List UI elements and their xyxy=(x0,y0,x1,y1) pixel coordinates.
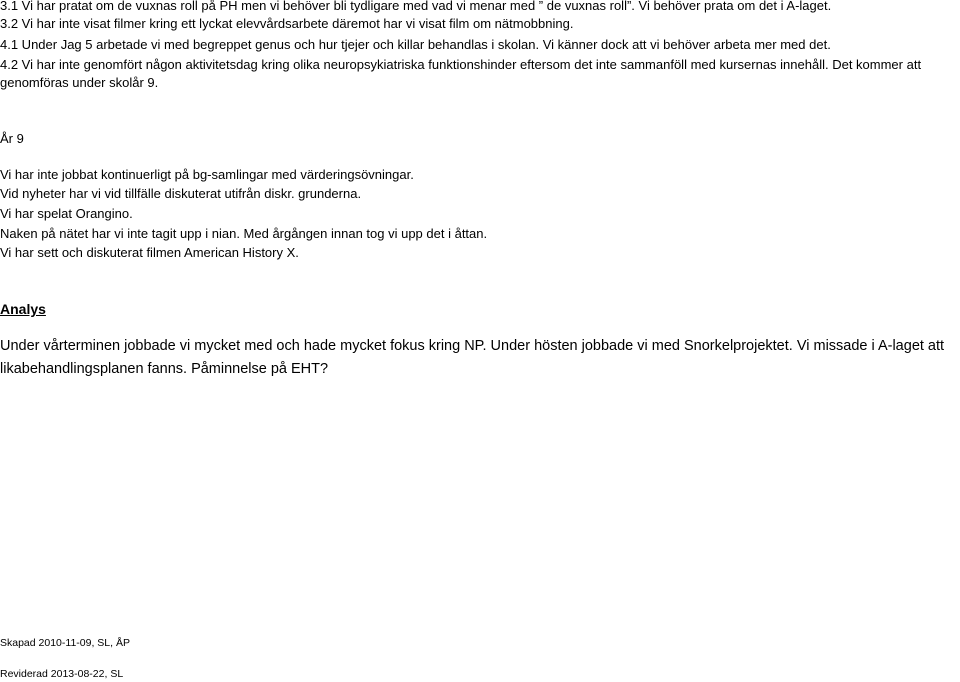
created-note: Skapad 2010-11-09, SL, ÅP xyxy=(0,637,130,649)
analys-text: Under vårterminen jobbade vi mycket med och hade mycket fokus kring NP. Under hösten jobbade vi med Snorkelprojektet. Vi missade i A-laget att likabehandlingsplanen fanns. Påminnelse på EHT? xyxy=(0,338,945,377)
revised-note: Reviderad 2013-08-22, SL xyxy=(0,668,124,680)
year9-heading: År 9 xyxy=(0,131,24,146)
year9-item: Naken på nätet har vi inte tagit upp i nian. Med årgången innan tog vi upp det i åttan. xyxy=(0,226,488,241)
year9-item: Vi har sett och diskuterat filmen American History X. xyxy=(0,245,299,260)
item-3-2: 3.2 Vi har inte visat filmer kring ett lyckat elevvårdsarbete däremot har vi visat film om nätmobbning. xyxy=(0,16,574,31)
item-4-2: 4.2 Vi har inte genomfört någon aktivitetsdag kring olika neuropsykiatriska funktionshinder eftersom det inte sammanföll med kursernas innehåll. Det kommer att genomföras under skolår 9. xyxy=(0,57,922,90)
year9-item: Vi har inte jobbat kontinuerligt på bg-samlingar med värderingsövningar. xyxy=(0,167,414,182)
analys-heading: Analys xyxy=(0,301,46,317)
year9-item: Vid nyheter har vi vid tillfälle diskuterat utifrån diskr. grunderna. xyxy=(0,186,362,201)
year9-item: Vi har spelat Orangino. xyxy=(0,206,133,221)
item-3-1: 3.1 Vi har pratat om de vuxnas roll på PH men vi behöver bli tydligare med vad vi menar med ” de vuxnas roll”. Vi behöver prata om det i A-laget. xyxy=(0,0,832,13)
item-4-1: 4.1 Under Jag 5 arbetade vi med begreppet genus och hur tjejer och killar behandlas i skolan. Vi känner dock att vi behöver arbeta mer med det. xyxy=(0,37,831,52)
